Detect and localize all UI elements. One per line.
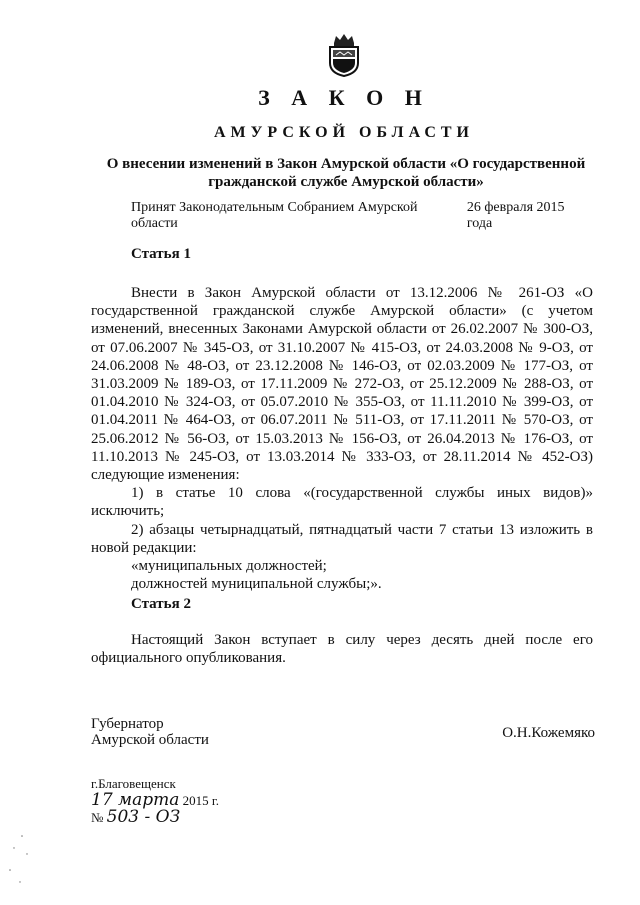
year-suffix: 2015 г. <box>182 793 220 808</box>
article-2-text: Настоящий Закон вступает в силу через десять дней после его официального опубликования. <box>91 632 593 667</box>
law-subject <box>96 155 596 191</box>
article-2-heading: Статья 2 <box>131 596 191 612</box>
subject-line-1: О внесении изменений в Закон Амурской области «О государственной <box>106 156 586 172</box>
handwritten-number: 503 - ОЗ <box>106 807 181 827</box>
place-date-number <box>91 776 219 826</box>
adopted-by: Принят Законодательным Собранием Амурской области <box>131 200 418 231</box>
position-line-1: Губернатор <box>91 716 164 732</box>
coat-of-arms-icon <box>327 33 361 77</box>
number-prefix: № <box>91 810 104 825</box>
city: г.Благовещенск <box>91 776 176 791</box>
law-number <box>91 809 219 826</box>
article-1-quote-2: должностей муниципальной службы;». <box>131 576 382 593</box>
position-line-2: Амурской области <box>91 732 209 748</box>
article-1-quote-1: «муниципальных должностей; <box>131 558 327 575</box>
handwritten-date: 17 марта <box>91 790 180 810</box>
signatory-name: О.Н.Кожемяко <box>502 725 595 741</box>
region-title: АМУРСКОЙ ОБЛАСТИ <box>214 124 474 141</box>
article-1-heading: Статья 1 <box>131 246 191 262</box>
article-2-body <box>91 631 593 667</box>
article-1-item-1: 1) в статье 10 слова «(государственной службы иных видов)» исключить; <box>91 485 593 520</box>
article-1-body <box>91 284 593 593</box>
adopted-date: 26 февраля 2015 года <box>466 200 565 231</box>
article-1-item-2: 2) абзацы четырнадцатый, пятнадцатый части 7 статьи 13 изложить в новой редакции: <box>91 521 593 556</box>
subject-line-2: гражданской службе Амурской области» <box>208 174 484 190</box>
article-1-intro: Внести в Закон Амурской области от 13.12.2006 № 261-ОЗ «О государственной гражданской службе Амурской области» (с учетом изменений, внесенных Законами Амурской области от 26.02.2007 № 300-ОЗ, от 07.06.2007 № 345-ОЗ, от 31.10.2007 № 415-ОЗ, от 24.03.2008 № 9-ОЗ, от 24.06.2008 № 48-ОЗ, от 23.12.2008 № 146-ОЗ, от 02.03.2009 № 177-ОЗ, от 31.03.2009 № 189-ОЗ, от 17.11.2009 № 272-ОЗ, от 25.12.2009 № 288-ОЗ, от 01.04.2010 № 324-ОЗ, от 05.07.2010 № 355-ОЗ, от 11.11.2010 № 399-ОЗ, от 01.04.2011 № 464-ОЗ, от 06.07.2011 № 511-ОЗ, от 17.11.2011 № 570-ОЗ, от 25.06.2012 № 56-ОЗ, от 15.03.2013 № 156-ОЗ, от 26.04.2013 № 176-ОЗ, от 11.10.2013 № 245-ОЗ, от 13.03.2014 № 333-ОЗ, от 28.11.2014 № 452-ОЗ) следующие изменения: <box>91 285 593 484</box>
scan-margin-marks <box>0 830 50 890</box>
adoption-line <box>131 200 593 232</box>
law-title: З А К О Н <box>258 85 430 110</box>
